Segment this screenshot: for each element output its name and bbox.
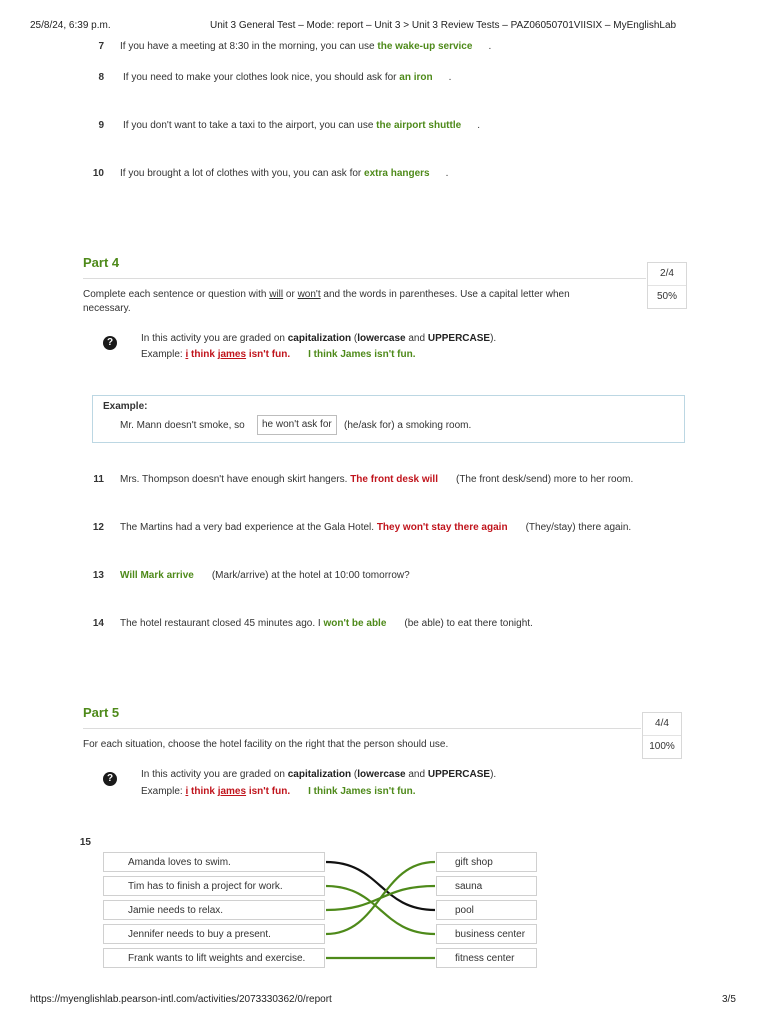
question-number: 9 [98,120,104,131]
answer-correct[interactable]: the wake-up service [377,41,473,52]
print-page-number: 3/5 [722,994,736,1005]
grading-pre: In this activity you are graded on [141,769,288,780]
grading-capitalization: capitalization [287,333,352,344]
question-number: 12 [92,522,104,533]
match-right-item[interactable]: gift shop [436,852,537,872]
sentence-end: . [477,120,480,131]
question-number: 8 [98,72,104,83]
question-icon[interactable]: ? [103,336,117,350]
answer-incorrect[interactable]: They won't stay there again [376,522,508,533]
part4-percent: 50% [656,291,677,302]
instr-post: and the words in parentheses. Use a capital letter when necessary. [83,289,570,314]
question-hint: (They/stay) there again. [525,522,632,533]
answer-correct[interactable]: extra hangers [364,168,430,179]
question-text: If you don't want to take a taxi to the airport, you can use [123,120,377,131]
question-number: 10 [92,168,104,179]
match-left-item[interactable]: Jennifer needs to buy a present. [103,924,325,944]
question-number: 7 [98,41,104,52]
match-right-item[interactable]: fitness center [436,948,537,968]
print-title: Unit 3 General Test – Mode: report – Unit 3 > Unit 3 Review Tests – PAZ06050701VIISIX – MyEnglishLab [210,20,677,31]
print-url: https://myenglishlab.pearson-intl.com/activities/2073330362/0/report [30,994,332,1005]
part5-title: Part 5 [83,705,120,720]
example-input[interactable]: he won't ask for [257,415,337,435]
grading-example-label: Example: [141,786,186,797]
match-left-item[interactable]: Amanda loves to swim. [103,852,325,872]
part5-instructions: For each situation, choose the hotel facility on the right that the person should use. [83,739,449,750]
match-left-item[interactable]: Frank wants to lift weights and exercise. [103,948,325,968]
answer-incorrect[interactable]: The front desk will [350,474,438,485]
question-text: The Martins had a very bad experience at the Gala Hotel. [120,522,377,533]
grading-lowercase: lowercase [357,769,406,780]
instr-pre: Complete each sentence or question with [83,289,270,300]
part5-score: 4/4 [655,718,669,729]
grading-and: and [405,333,428,344]
grading-paren-close: ). [490,769,497,780]
question-number: 14 [92,618,104,629]
question-text: Mrs. Thompson doesn't have enough skirt hangers. [120,474,351,485]
match-right-item[interactable]: sauna [436,876,537,896]
question-hint: (be able) to eat there tonight. [404,618,533,629]
question-hint: (The front desk/send) more to her room. [455,474,634,485]
instr-will: will [269,289,284,300]
question-text: If you have a meeting at 8:30 in the morning, you can use [120,41,378,52]
question-number: 11 [93,474,104,485]
example-after: (he/ask for) a smoking room. [344,420,472,431]
grading-wrong-example: i think james isn't fun. [185,349,291,360]
question-text: The hotel restaurant closed 45 minutes ago. I [120,618,324,629]
question-number: 15 [79,837,91,848]
answer-correct[interactable]: won't be able [323,618,387,629]
example-before: Mr. Mann doesn't smoke, so [120,420,245,431]
answer-correct[interactable]: an iron [399,72,433,83]
grading-paren: ( [351,769,358,780]
grading-right-example: I think James isn't fun. [308,786,416,797]
grading-paren-close: ). [490,333,497,344]
grading-paren: ( [351,333,358,344]
instr-wont: won't [297,289,321,300]
grading-uppercase: UPPERCASE [427,769,491,780]
grading-capitalization: capitalization [287,769,352,780]
grading-uppercase: UPPERCASE [427,333,491,344]
question-number: 13 [92,570,104,581]
sentence-end: . [445,168,449,179]
print-datetime: 25/8/24, 6:39 p.m. [30,20,111,31]
match-left-item[interactable]: Tim has to finish a project for work. [103,876,325,896]
question-icon[interactable]: ? [103,772,117,786]
question-hint: (Mark/arrive) at the hotel at 10:00 tomorrow? [211,570,410,581]
grading-and: and [405,769,428,780]
sentence-end: . [488,41,492,52]
question-text: If you need to make your clothes look nice, you should ask for [123,72,400,83]
grading-example-label: Example: [141,349,186,360]
part4-score: 2/4 [660,268,674,279]
grading-pre: In this activity you are graded on [141,333,288,344]
part5-percent: 100% [649,741,675,752]
answer-correct[interactable]: the airport shuttle [376,120,462,131]
grading-wrong-example: i think james isn't fun. [185,786,291,797]
grading-lowercase: lowercase [357,333,406,344]
grading-right-example: I think James isn't fun. [308,349,416,360]
match-right-item[interactable]: business center [436,924,537,944]
question-text: If you brought a lot of clothes with you, you can ask for [120,168,365,179]
match-right-item[interactable]: pool [436,900,537,920]
instr-or: or [283,289,298,300]
match-line [326,862,435,934]
sentence-end: . [448,72,452,83]
match-left-item[interactable]: Jamie needs to relax. [103,900,325,920]
example-label: Example: [103,401,148,412]
part4-title: Part 4 [83,255,120,270]
answer-correct[interactable]: Will Mark arrive [120,570,194,581]
